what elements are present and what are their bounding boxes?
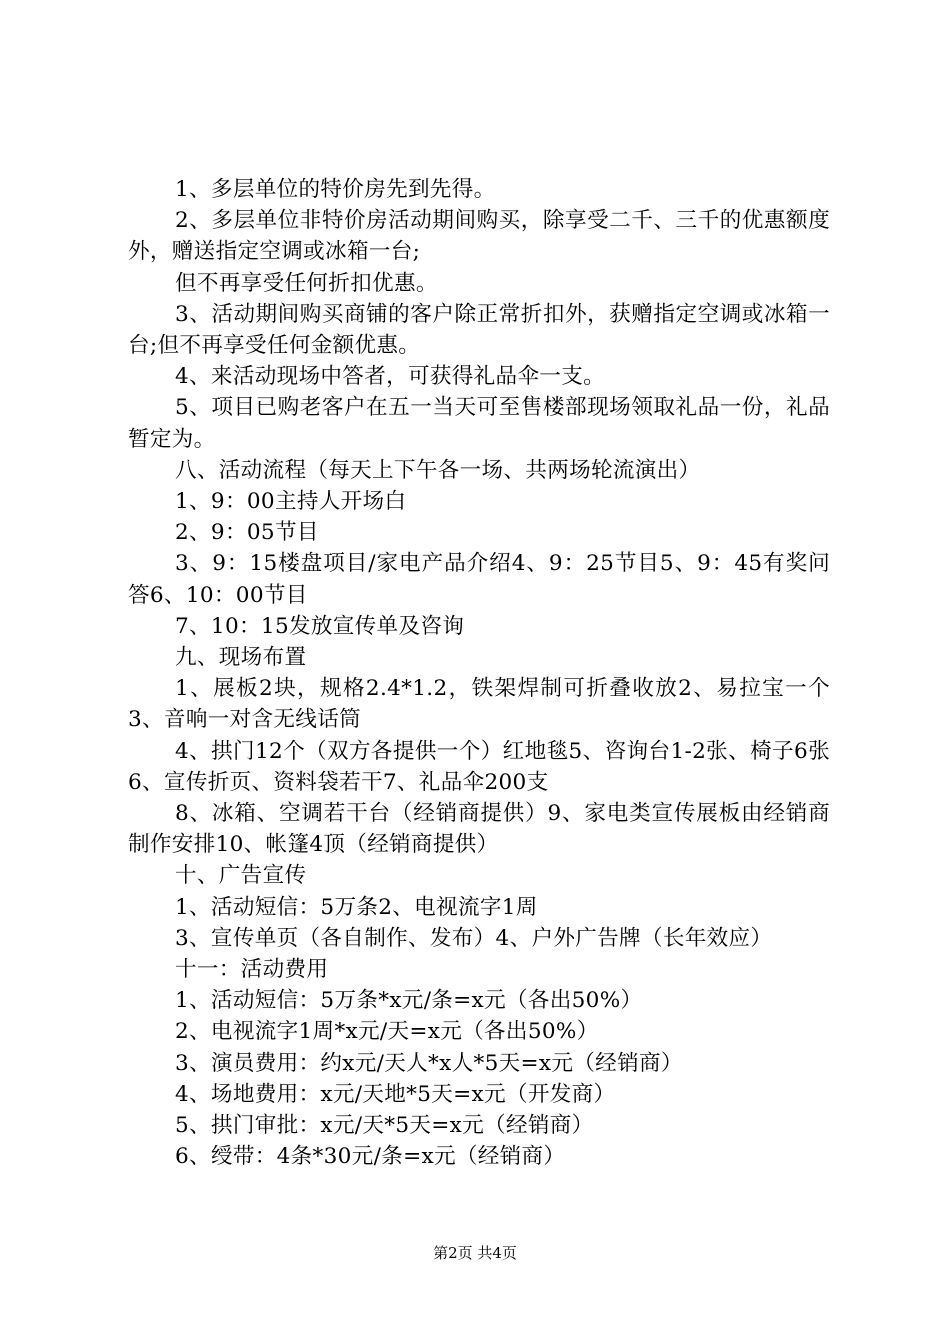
paragraph-item-11: 7、10：15发放宣传单及咨询 xyxy=(175,613,465,639)
paragraph-item-21: 2、电视流字1周*x元/天=x元（各出50%） xyxy=(175,1019,599,1045)
paragraph-item-23: 4、场地费用：x元/天地*5天=x元（开发商） xyxy=(175,1081,616,1107)
paragraph-item-24: 5、拱门审批：x元/天*5天=x元（经销商） xyxy=(175,1113,594,1139)
paragraph-item-10: 3、9：15楼盘项目/家电产品介绍4、9：25节目5、9：45有奖问答6、10：00节目 xyxy=(128,551,830,608)
paragraph-item-6: 5、项目已购老客户在五一当天可至售楼部现场领取礼品一份，礼品暂定为。 xyxy=(128,395,830,452)
page-number-footer: 第2页 共4页 xyxy=(433,1244,517,1262)
paragraph-item-1: 1、多层单位的特价房先到先得。 xyxy=(175,177,496,202)
paragraph-item-14: 4、拱门12个（双方各提供一个）红地毯5、咨询台1-2张、椅子6张6、宣传折页、资料袋若干7、礼品伞200支 xyxy=(128,738,830,795)
document-body xyxy=(128,174,830,1173)
section-heading-layout: 九、现场布置 xyxy=(175,645,307,671)
paragraph-item-25: 6、绶带：4条*30元/条=x元（经销商） xyxy=(175,1144,566,1170)
paragraph-item-18: 3、宣传单页（各自制作、发布）4、户外广告牌（长年效应） xyxy=(175,925,773,951)
paragraph-item-4: 3、活动期间购买商铺的客户除正常折扣外，获赠指定空调或冰箱一台;但不再享受任何金额优惠。 xyxy=(128,301,830,359)
paragraph-item-15: 8、冰箱、空调若干台（经销商提供）9、家电类宣传展板由经销商制作安排10、帐篷4顶（经销商提供） xyxy=(128,801,830,858)
paragraph-item-2: 2、多层单位非特价房活动期间购买，除享受二千、三千的优惠额度外，赠送指定空调或冰箱一台; xyxy=(128,208,830,265)
section-heading-costs: 十一：活动费用 xyxy=(175,957,329,983)
paragraph-item-5: 4、来活动现场中答者，可获得礼品伞一支。 xyxy=(175,364,606,390)
paragraph-item-13: 1、展板2块，规格2.4*1.2，铁架焊制可折叠收放2、易拉宝一个3、音响一对含无线话筒 xyxy=(128,676,830,733)
paragraph-item-3: 但不再享受任何折扣优惠。 xyxy=(175,270,438,296)
paragraph-item-17: 1、活动短信：5万条2、电视流字1周 xyxy=(175,894,538,920)
section-heading-advertising: 十、广告宣传 xyxy=(175,863,307,889)
section-heading-process: 八、活动流程（每天上下午各一场、共两场轮流演出） xyxy=(175,457,701,483)
paragraph-item-20: 1、活动短信：5万条*x元/条=x元（各出50%） xyxy=(175,988,643,1014)
paragraph-item-9: 2、9：05节目 xyxy=(175,520,319,546)
paragraph-item-22: 3、演员费用：约x元/天人*x人*5天=x元（经销商） xyxy=(175,1050,683,1076)
paragraph-item-8: 1、9：00主持人开场白 xyxy=(175,489,407,515)
